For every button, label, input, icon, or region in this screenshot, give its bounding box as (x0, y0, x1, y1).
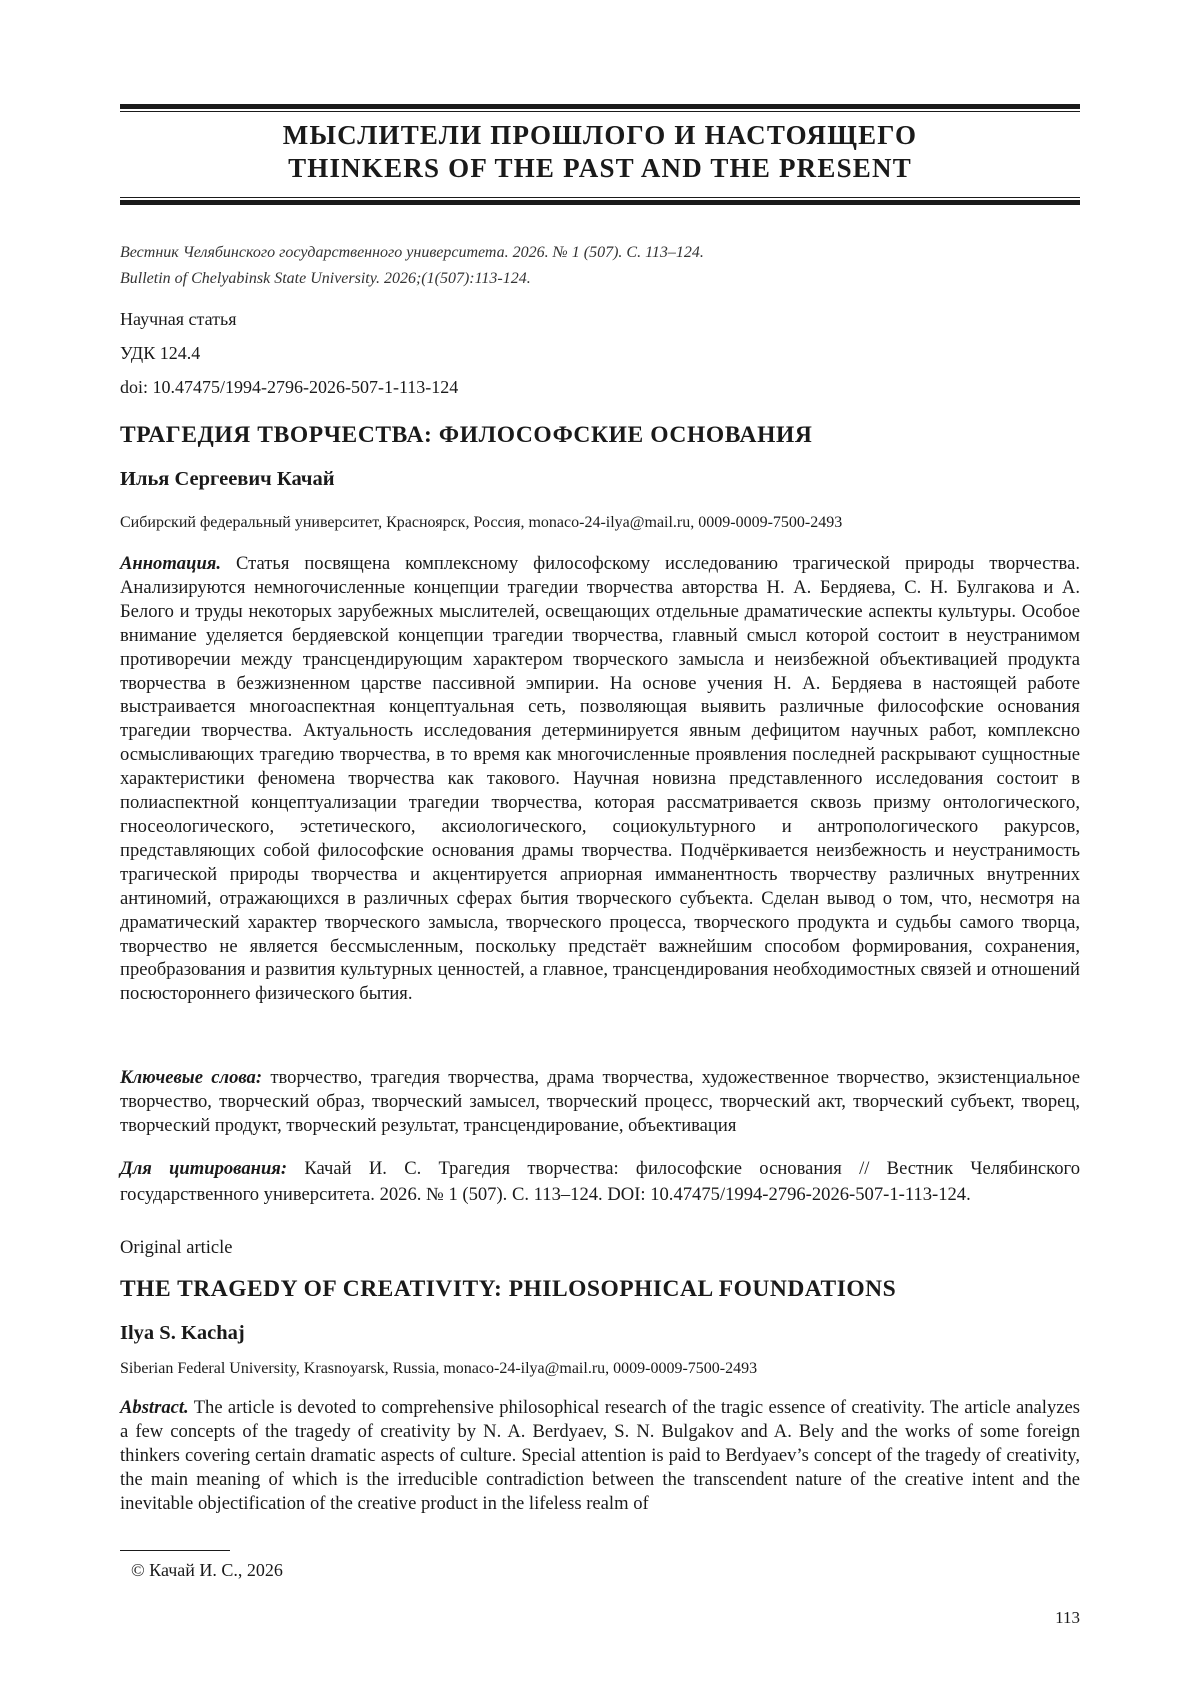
journal-citation (120, 240, 1080, 292)
keywords-text-ru: творчество, трагедия творчества, драма творчества, художественное творчество, экзистенциальное творчество, творческий образ, творческий замысел, творческий процесс, творческий акт, творческий субъект, творец, творческий продукт, творческий результат, трансцендирование, объективация (120, 1067, 1080, 1136)
section-title-en: THINKERS OF THE PAST AND THE PRESENT (288, 153, 912, 183)
keywords-ru (120, 1066, 1080, 1138)
abstract-label-en: Abstract. (120, 1397, 189, 1418)
abstract-ru (120, 552, 1080, 1006)
journal-citation-en: Bulletin of Chelyabinsk State University. 2026;(1(507):113-124. (120, 270, 531, 287)
article-title-ru: ТРАГЕДИЯ ТВОРЧЕСТВА: ФИЛОСОФСКИЕ ОСНОВАНИЯ (120, 422, 813, 448)
author-name-en: Ilya S. Kachaj (120, 1322, 245, 1344)
author-name-ru: Илья Сергеевич Качай (120, 468, 335, 490)
abstract-label-ru: Аннотация. (120, 553, 222, 574)
section-title-ru: МЫСЛИТЕЛИ ПРОШЛОГО И НАСТОЯЩЕГО (282, 120, 918, 150)
affiliation-ru: Сибирский федеральный университет, Красноярск, Россия, monaco-24-ilya@mail.ru, 0009-0009-7500-2493 (120, 514, 843, 531)
journal-page (120, 0, 1080, 1697)
footnote-rule (120, 1550, 230, 1551)
page-number: 113 (1055, 1608, 1080, 1627)
article-meta (120, 302, 458, 404)
citation-label-ru: Для цитирования: (120, 1158, 288, 1179)
doi: doi: 10.47475/1994-2796-2026-507-1-113-124 (120, 377, 459, 397)
header-rule-top-thick (120, 104, 1080, 109)
abstract-en (120, 1396, 1080, 1516)
keywords-label-ru: Ключевые слова: (120, 1067, 263, 1088)
article-type-en: Original article (120, 1238, 233, 1258)
header-rule-bottom-thin (120, 197, 1080, 198)
article-title-en: THE TRAGEDY OF CREATIVITY: PHILOSOPHICAL FOUNDATIONS (120, 1276, 897, 1302)
copyright-note: © Качай И. С., 2026 (131, 1560, 283, 1580)
header-rule-top-thin (120, 111, 1080, 112)
abstract-text-ru: Статья посвящена комплексному философскому исследованию трагической природы творчества. Анализируются немногочисленные концепции трагедии творчества авторства Н. А. Бердяева, С. Н. Булгакова и А. Белого и труды некоторых зарубежных мыслителей, освещающих отдельные драматические аспекты культуры. Особое внимание уделяется бердяевской концепции трагедии творчества, главный смысл которой состоит в неустранимом противоречии между трансцендирующим характером творческого замысла и неизбежной объективацией продукта творчества в безжизненном царстве пассивной эмпирии. На основе учения Н. А. Бердяева в настоящей работе выстраивается многоаспектная концептуальная сеть, позволяющая выявить различные философские основания трагедии творчества. Актуальность исследования детерминируется явным дефицитом научных работ, комплексно осмысливающих трагедию творчества, в то время как многочисленные проявления последней раскрывают сущностные характеристики феномена творчества как такового. Научная новизна представленного исследования состоит в полиаспектной концептуализации трагедии творчества, которая рассматривается сквозь призму онтологического, гносеологического, эстетического, аксиологического, социокультурного и антропологического ракурсов, представляющих собой философские основания драмы творчества. Подчёркивается неизбежность и неустранимость трагической природы творчества и акцентируется априорная имманентность творчеству различных внутренних антиномий, отражающихся в различных сферах бытия творческого субъекта. Сделан вывод о том, что, несмотря на драматический характер творческого замысла, творческого процесса, творческого продукта и судьбы самого творца, творчество не является бессмысленным, поскольку предстаёт важнейшим способом формирования, сохранения, преобразования и развития культурных ценностей, а главное, трансцендирования необходимостных связей и отношений посюстороннего физического бытия. (120, 553, 1080, 1005)
citation-text-ru: Качай И. С. Трагедия творчества: философские основания // Вестник Челябинского государственного университета. 2026. № 1 (507). С. 113–124. DOI: 10.47475/1994-2796-2026-507-1-113-124. (120, 1158, 1081, 1205)
section-heading (120, 119, 1080, 185)
abstract-text-en: The article is devoted to comprehensive philosophical research of the tragic essence of creativity. The article analyzes a few concepts of the tragedy of creativity by N. A. Berdyaev, S. N. Bulgakov and A. Bely and the works of some foreign thinkers covering certain dramatic aspects of culture. Special attention is paid to Berdyaev’s concept of the tragedy of creativity, the main meaning of which is the irreducible contradiction between the transcendent nature of the creative intent and the inevitable objectification of the creative product in the lifeless realm of (120, 1397, 1080, 1514)
journal-citation-ru: Вестник Челябинского государственного университета. 2026. № 1 (507). С. 113–124. (120, 244, 704, 261)
affiliation-en: Siberian Federal University, Krasnoyarsk, Russia, monaco-24-ilya@mail.ru, 0009-0009-7500-2493 (120, 1360, 758, 1377)
udc-code: УДК 124.4 (120, 343, 201, 363)
header-rule-bottom-thick (120, 200, 1080, 205)
citation-ru (120, 1156, 1080, 1208)
article-type-ru: Научная статья (120, 309, 237, 329)
